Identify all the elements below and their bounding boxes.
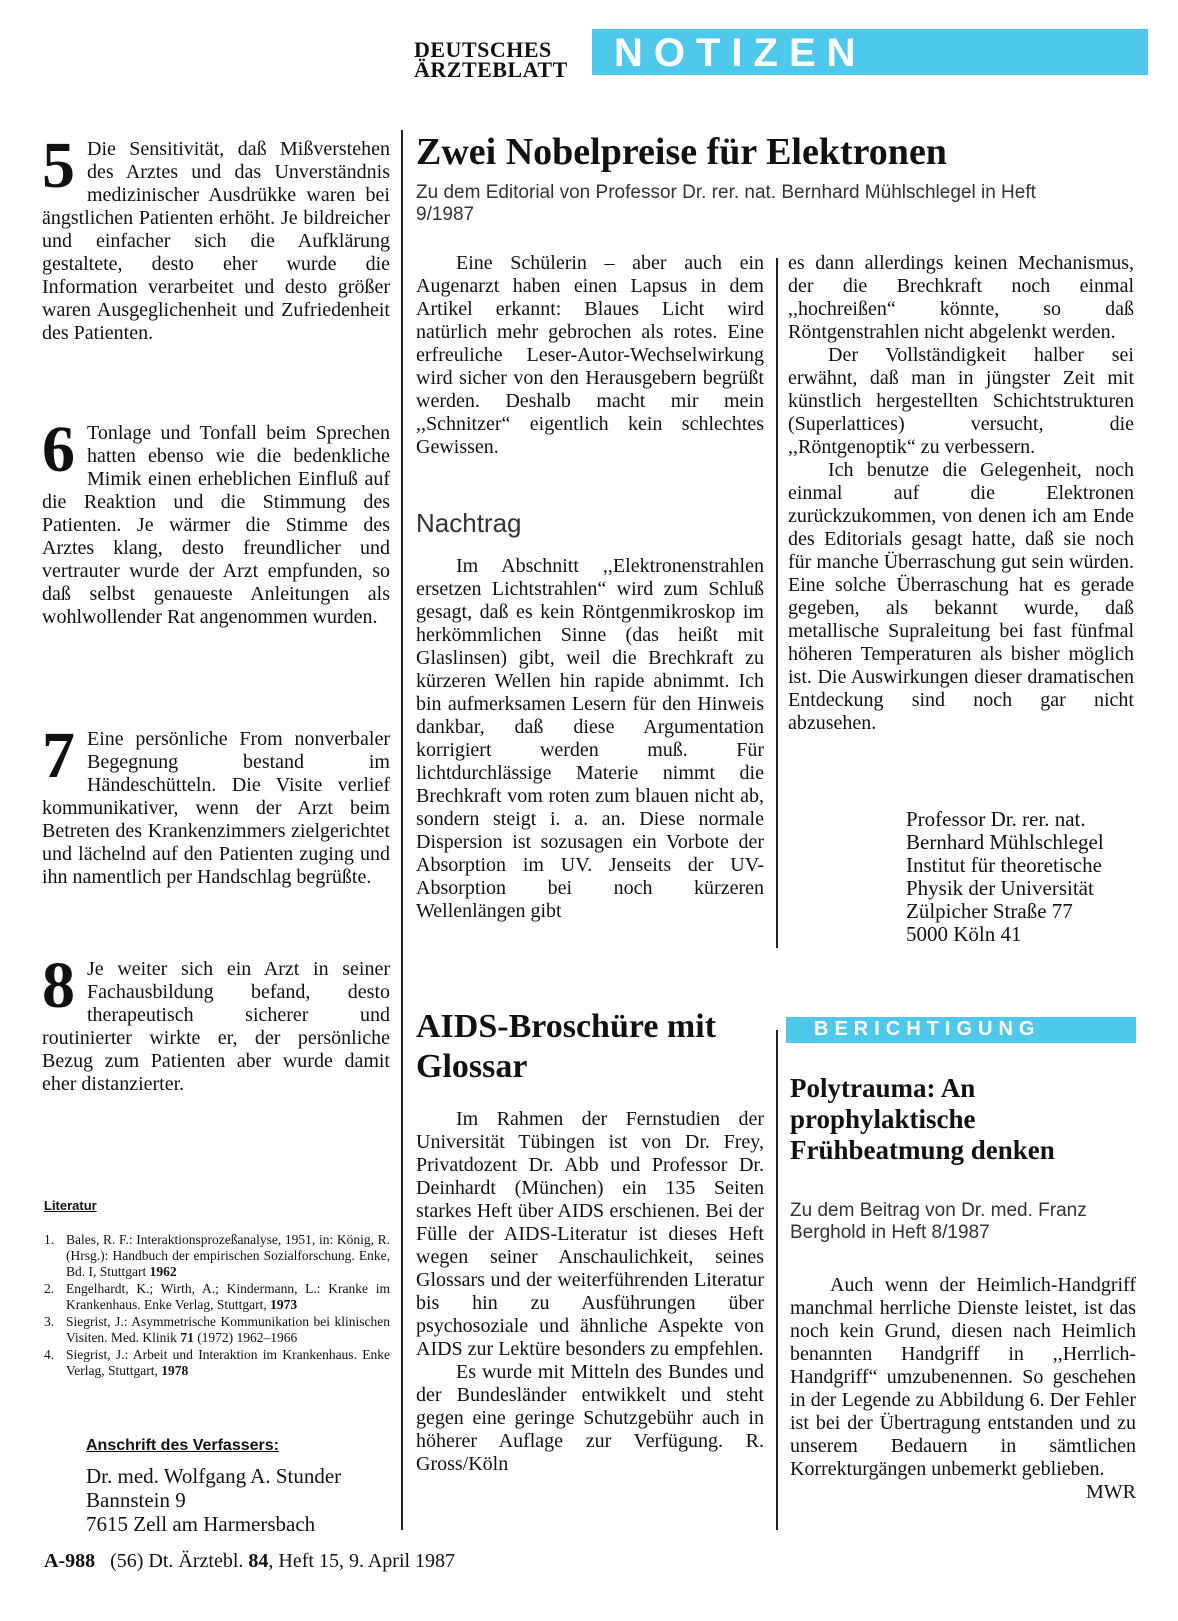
literature-item [44, 1347, 390, 1379]
author-address [86, 1464, 341, 1536]
literature-item [44, 1232, 390, 1280]
address-line: Dr. med. Wolfgang A. Stunder [86, 1464, 342, 1488]
address-line: Bannstein 9 [86, 1488, 186, 1512]
article-paragraph: Der Vollständigkeit halber sei erwähnt, daß man in jüngster Zeit mit künstlich hergestellten Schichtstrukturen (Superlattices) versucht, die ,,Röntgenoptik“ zu verbessern. [788, 344, 1134, 458]
literature-text: Siegrist, J.: Arbeit und Interaktion im Krankenhaus. Enke Verlag, Stuttgart, [66, 1347, 390, 1378]
numbered-paragraph [42, 719, 390, 889]
article-column [416, 1108, 764, 1476]
literature-item [44, 1314, 390, 1346]
section-banner [592, 29, 1148, 75]
literature-pages: (1972) 1962–1966 [193, 1330, 298, 1345]
volume-number: 84 [248, 1550, 269, 1572]
signature-line: Professor Dr. rer. nat. [906, 807, 1086, 831]
signature-line: 5000 Köln 41 [906, 922, 1022, 946]
literature-text: Bales, R. F.: Interaktionsprozeßanalyse, 1951, in: König, R. (Hrsg.): Handbuch der empirischen Sozialforschung. Enke, Bd. I, Stuttgart [66, 1232, 390, 1279]
numbered-paragraph [42, 129, 390, 345]
paragraph-text: Eine persönliche From nonverbaler Begegnung bestand im Händeschütteln. Die Visite verlief kommunikativer, wenn der Arzt beim Betreten des Krankenzimmers zielgerichtet und lächelnd auf den Patienten zuging und ihn namentlich per Handschlag begrüßte. [42, 728, 390, 888]
author-address-heading: Anschrift des Verfassers: [86, 1437, 279, 1454]
correction-label: BERICHTIGUNG [814, 1018, 1041, 1040]
column-rule-article1 [776, 258, 778, 948]
footer-issue: , Heft 15, 9. April 1987 [268, 1550, 456, 1572]
signature-line: Physik der Universität [906, 876, 1094, 900]
literature-text: Siegrist, J.: Asymmetrische Kommunikation bei klinischen Visiten. Med. Klinik [66, 1314, 390, 1345]
article-paragraph: Ich benutze die Gelegenheit, noch einmal auf die Elektronen zurückzukommen, von denen ich am Ende des Editorials gesagt hatte, daß sie noch für manche Überraschung gut sein würden. Eine solche Überraschung hat es gerade gegeben, als bekannt wurde, daß metallische Supraleitung bei fast fünfmal höheren Temperaturen als bisher möglich ist. Die Auswirkungen dieser dramatischen Entdeckung sind noch gar nicht abzusehen. [788, 459, 1134, 734]
page-number: A-988 [44, 1550, 96, 1572]
logo-line-1: DEUTSCHES [414, 37, 552, 62]
column-rule-article2 [776, 1030, 778, 1530]
literature-item [44, 1281, 390, 1313]
literature-number: 3. [44, 1314, 55, 1329]
article-paragraph: Im Abschnitt ,,Elektronenstrahlen ersetzen Lichtstrahlen“ wird zum Schluß gesagt, daß es kein Röntgenmikroskop im herkömmlichen Sinne (das heißt mit Glaslinsen) gibt, weil die Brechkraft zu kürzeren Wellen hin rapide abnimmt. Ich bin aufmerksamen Lesern für den Hinweis dankbar, daß diese Argumentation korrigiert werden muß. Für lichtdurchlässige Materie nimmt die Brechkraft vom roten zum blauen nicht ab, sondern steigt i. a. an. Diese normale Dispersion ist sozusagen ein Vorbote der Absorption im UV. Jenseits der UV-Absorption bei noch kürzeren Wellenlängen gibt [416, 555, 764, 922]
signature-line: Bernhard Mühlschlegel [906, 830, 1104, 854]
paragraph-text: Die Sensitivität, daß Mißverstehen des Arztes und das Unverständnis medizinischer Ausdrükke waren bei ängstlichen Patienten erhöht. Je bildreicher und einfacher sich die Aufklärung gestaltete, desto eher wurde die Information verarbeitet und desto größer waren Ausgeglichenheit und Zufriedenheit des Patienten. [42, 138, 390, 344]
article-paragraph: Im Rahmen der Fernstudien der Universität Tübingen ist von Dr. Frey, Privatdozent Dr. Abb und Professor Dr. Deinhardt (München) ein 135 Seiten starkes Heft über AIDS erschienen. Bei der Fülle der AIDS-Literatur ist dieses Heft wegen seiner Anschaulichkeit, seines Glossars und der weiterführenden Literatur bis hin zu Ausführungen über psychosoziale und ähnliche Aspekte von AIDS zur Lektüre besonders zu empfehlen. [416, 1108, 764, 1360]
literature-number: 4. [44, 1347, 55, 1362]
paragraph-text: Tonlage und Tonfall beim Sprechen hatten ebenso wie die bedenkliche Mimik einen erheblichen Einfluß auf die Reaktion und die Stimmung des Patienten. Je wärmer die Stimme des Arztes klang, desto freundlicher und vertrauter wurde der Arzt empfunden, so daß selbst genaueste Anleitungen als wohlwollender Rat angenommen wurden. [42, 422, 390, 628]
correction-banner [786, 1017, 1136, 1043]
address-line: 7615 Zell am Harmersbach [86, 1512, 316, 1536]
footer-citation: (56) Dt. Ärztebl. [110, 1550, 249, 1572]
section-heading: Nachtrag [416, 508, 522, 538]
correction-body [790, 1274, 1136, 1504]
article-column [788, 252, 1134, 735]
literature-text: Engelhardt, K.; Wirth, A.; Kindermann, L.: Kranke im Krankenhaus. Enke Verlag, Stuttgart, [66, 1281, 390, 1312]
section-label: NOTIZEN [614, 31, 867, 75]
paragraph-number: 6 [42, 413, 75, 486]
article-paragraph: es dann allerdings keinen Mechanismus, der die Brechkraft noch einmal ,,hochreißen“ könnte, so daß Röntgenstrahlen nicht abgelenkt werden. [788, 252, 1134, 343]
literature-year: 1962 [149, 1264, 177, 1279]
literature-heading: Literatur [44, 1198, 97, 1213]
numbered-paragraph [42, 413, 390, 629]
article-paragraph: Eine Schülerin – aber auch ein Augenarzt haben einen Lapsus in dem Artikel erkannt: Blaues Licht wird natürlich mehr gebrochen als rotes. Eine erfreuliche Leser-Autor-Wechselwirkung wird sicher von den Herausgebern begrüßt werden. Deshalb macht mir mein ,,Schnitzer“ eigentlich kein schlechtes Gewissen. [416, 252, 764, 458]
correction-subtitle: Zu dem Beitrag von Dr. med. Franz Berghold in Heft 8/1987 [790, 1200, 1087, 1243]
paragraph-number: 5 [42, 129, 75, 202]
article-paragraph: Es wurde mit Mitteln des Bundes und der Bundesländer entwikkelt und steht gegen eine geringe Schutzgebühr auch in höherer Auflage zur Verfügung. R. Gross/Köln [416, 1361, 764, 1475]
article-paragraph: Auch wenn der Heimlich-Handgriff manchmal herrliche Dienste leistet, ist das noch kein Grund, diesen nach Heimlich benannten Handgriff in ,,Herrlich-Handgriff“ umzubenennen. So geschehen in der Legende zu Abbildung 6. Der Fehler ist bei der Übertragung entstanden und zu unserem Bedauern in sämtlichen Korrekturgängen unbemerkt geblieben. [790, 1274, 1136, 1480]
paragraph-number: 8 [42, 949, 75, 1022]
correction-signature: MWR [1086, 1481, 1136, 1503]
literature-year: 1973 [270, 1297, 298, 1312]
article-column [416, 252, 764, 459]
literature-volume: 71 [180, 1330, 194, 1345]
literature-list [44, 1232, 390, 1380]
paragraph-text: Je weiter sich ein Arzt in seiner Fachausbildung befand, desto therapeutisch sicherer und routinierter wirkte er, der persönliche Bezug zum Patienten aber wurde damit eher distanzierter. [42, 958, 390, 1095]
signature-line: Institut für theoretische [906, 853, 1102, 877]
article-title: AIDS-Broschüre mit Glossar [416, 1008, 717, 1085]
article-column [416, 555, 764, 923]
paragraph-number: 7 [42, 719, 75, 792]
logo-line-2: ÄRZTEBLATT [414, 57, 568, 82]
numbered-paragraph [42, 949, 390, 1096]
article-title: Zwei Nobelpreise für Elektronen [416, 131, 947, 173]
article-subtitle: Zu dem Editorial von Professor Dr. rer. nat. Bernhard Mühlschlegel in Heft 9/1987 [416, 182, 1036, 225]
page-footer [44, 1550, 455, 1573]
correction-title: Polytrauma: An prophylaktische Frühbeatmung denken [790, 1073, 1055, 1165]
literature-number: 1. [44, 1232, 55, 1247]
author-signature [906, 808, 1104, 946]
publication-logo [414, 37, 584, 82]
signature-line: Zülpicher Straße 77 [906, 899, 1073, 923]
literature-number: 2. [44, 1281, 55, 1296]
column-rule-left [401, 130, 403, 1530]
literature-year: 1978 [161, 1363, 189, 1378]
